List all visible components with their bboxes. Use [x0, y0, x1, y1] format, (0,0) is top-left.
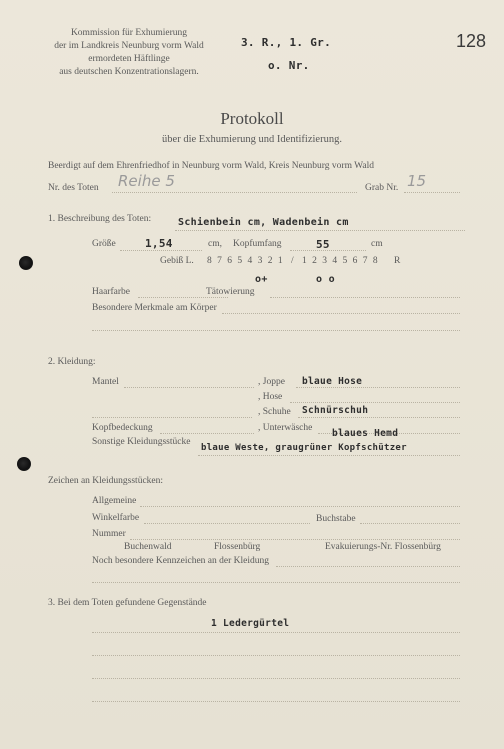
evakuierung-label: Evakuierungs-Nr. Flossenbürg — [325, 542, 441, 552]
section1-heading: 1. Beschreibung des Toten: — [48, 214, 152, 224]
grab-label: Grab Nr. — [365, 183, 399, 193]
unterwaesche-value: blaues Hemd — [332, 428, 399, 439]
buchstabe-label: Buchstabe — [316, 514, 356, 524]
allgemeine-label: Allgemeine — [92, 496, 137, 506]
grab-value: 15 — [407, 172, 427, 190]
punch-hole-bottom — [17, 457, 31, 471]
groesse-value: 1,54 — [145, 237, 173, 250]
burial-text: Beerdigt auf dem Ehrenfriedhof in Neunburg vorm Wald, Kreis Neunburg vorm Wald — [48, 161, 374, 171]
schuhe-label: , Schuhe — [258, 407, 291, 417]
nummer-label: Nummer — [92, 529, 126, 539]
punch-hole-top — [19, 256, 33, 270]
page-number: 128 — [456, 31, 487, 51]
mantel-label: Mantel — [92, 377, 119, 387]
unterwaesche-label: , Unterwäsche — [258, 423, 313, 433]
gebiss-label: Gebiß L. — [160, 256, 194, 266]
joppe-label: , Joppe — [258, 377, 285, 387]
org-line-2: der im Landkreis Neunburg vorm Wald — [54, 41, 204, 51]
groesse-label: Größe — [92, 239, 116, 249]
kopfumfang-value: 55 — [316, 238, 330, 251]
toten-value: Reihe 5 — [118, 172, 175, 190]
winkelfarbe-label: Winkelfarbe — [92, 513, 140, 523]
gebiss-marks-left: o+ — [255, 274, 268, 285]
gebiss-separator: / — [291, 256, 294, 266]
gebiss-left-teeth: 8 7 6 5 4 3 2 1 — [207, 256, 285, 266]
reference-line-1: 3. R., 1. Gr. — [241, 36, 331, 49]
kopfbedeckung-label: Kopfbedeckung — [92, 423, 153, 433]
reference-line-2: o. Nr. — [268, 59, 310, 72]
flossenbuerg-label: Flossenbürg — [214, 542, 261, 552]
sonstige-value: blaue Weste, graugrüner Kopfschützer — [201, 443, 407, 453]
kopfumfang-label: Kopfumfang — [233, 239, 282, 249]
schuhe-value: Schnürschuh — [302, 405, 369, 416]
joppe-value: blaue Hose — [302, 376, 363, 387]
gebiss-r-label: R — [394, 256, 401, 266]
org-line-3: ermordeten Häftlinge — [88, 54, 170, 64]
section3-value: 1 Ledergürtel — [211, 618, 290, 629]
section2-heading: 2. Kleidung: — [48, 357, 96, 367]
toten-label: Nr. des Toten — [48, 183, 99, 193]
kennzeichen-label: Noch besondere Kennzeichen an der Kleidung — [92, 556, 269, 566]
haarfarbe-label: Haarfarbe — [92, 287, 130, 297]
gebiss-right-teeth: 1 2 3 4 5 6 7 8 — [302, 256, 380, 266]
section3-heading: 3. Bei dem Toten gefundene Gegenstände — [48, 598, 207, 608]
hose-label: , Hose — [258, 392, 283, 402]
taetowierung-label: Tätowierung — [206, 287, 255, 297]
cm-label-2: cm — [371, 239, 383, 249]
cm-label-1: cm, — [208, 239, 222, 249]
document-subtitle: über die Exhumierung und Identifizierung. — [162, 134, 342, 145]
section1-heading-value: Schienbein cm, Wadenbein cm — [178, 217, 349, 228]
zeichen-heading: Zeichen an Kleidungsstücken: — [48, 476, 164, 486]
org-line-1: Kommission für Exhumierung — [70, 28, 188, 38]
document-title: Protokoll — [220, 109, 284, 128]
buchenwald-label: Buchenwald — [124, 542, 172, 552]
sonstige-label: Sonstige Kleidungsstücke — [92, 437, 191, 447]
org-line-4: aus deutschen Konzentrationslagern. — [59, 67, 199, 77]
gebiss-marks-right: o o — [316, 274, 335, 285]
merkmale-label: Besondere Merkmale am Körper — [92, 303, 217, 313]
